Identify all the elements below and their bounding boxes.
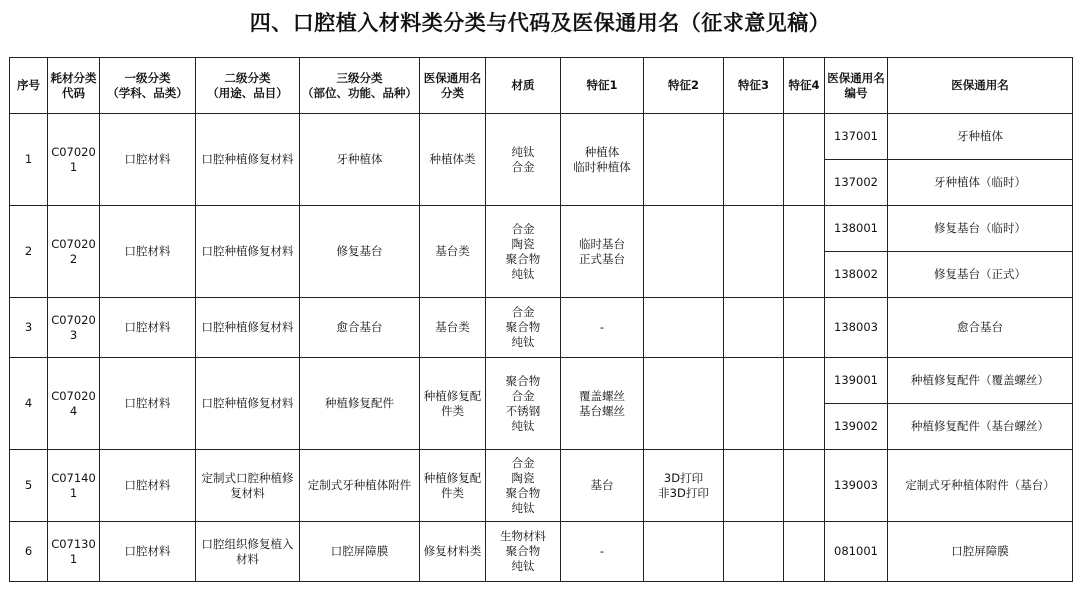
cell-name: 牙种植体（临时）	[888, 160, 1073, 206]
cell-name: 定制式牙种植体附件（基台）	[888, 450, 1073, 522]
cell-category: 种植修复配 件类	[420, 450, 486, 522]
header-feature3: 特征3	[724, 58, 784, 114]
cell-feature4	[784, 358, 825, 450]
cell-level3: 口腔屏障膜	[300, 522, 420, 582]
cell-seq: 6	[10, 522, 48, 582]
cell-feature2: 3D打印 非3D打印	[644, 450, 724, 522]
cell-feature2	[644, 206, 724, 298]
cell-feature3	[724, 114, 784, 206]
cell-level3: 种植修复配件	[300, 358, 420, 450]
cell-level2: 定制式口腔种植修 复材料	[196, 450, 300, 522]
cell-code: C070203	[48, 298, 100, 358]
header-level1: 一级分类 （学科、品类）	[100, 58, 196, 114]
cell-level3: 定制式牙种植体附件	[300, 450, 420, 522]
table-row	[10, 522, 1073, 582]
cell-feature2	[644, 298, 724, 358]
cell-level1: 口腔材料	[100, 114, 196, 206]
cell-name-number: 138003	[825, 298, 888, 358]
cell-category: 种植修复配 件类	[420, 358, 486, 450]
cell-category: 种植体类	[420, 114, 486, 206]
cell-name-number: 139001	[825, 358, 888, 404]
header-material: 材质	[486, 58, 561, 114]
cell-name-number: 139003	[825, 450, 888, 522]
table-row	[10, 206, 1073, 252]
header-name: 医保通用名	[888, 58, 1073, 114]
cell-level2: 口腔组织修复植入 材料	[196, 522, 300, 582]
cell-level2: 口腔种植修复材料	[196, 114, 300, 206]
table-row	[10, 450, 1073, 522]
header-feature1: 特征1	[561, 58, 644, 114]
cell-feature1: 种植体 临时种植体	[561, 114, 644, 206]
cell-feature1: 覆盖螺丝 基台螺丝	[561, 358, 644, 450]
cell-name-number: 137002	[825, 160, 888, 206]
cell-level2: 口腔种植修复材料	[196, 298, 300, 358]
header-row	[10, 58, 1073, 114]
cell-level2: 口腔种植修复材料	[196, 206, 300, 298]
cell-level3: 愈合基台	[300, 298, 420, 358]
header-category: 医保通用名 分类	[420, 58, 486, 114]
cell-level1: 口腔材料	[100, 450, 196, 522]
cell-name: 修复基台（正式）	[888, 252, 1073, 298]
cell-feature4	[784, 450, 825, 522]
cell-name: 愈合基台	[888, 298, 1073, 358]
cell-seq: 4	[10, 358, 48, 450]
header-seq: 序号	[10, 58, 48, 114]
cell-feature3	[724, 450, 784, 522]
cell-name: 种植修复配件（覆盖螺丝）	[888, 358, 1073, 404]
cell-level1: 口腔材料	[100, 522, 196, 582]
cell-level1: 口腔材料	[100, 358, 196, 450]
classification-table	[9, 57, 1073, 582]
header-code: 耗材分类 代码	[48, 58, 100, 114]
table-row	[10, 114, 1073, 160]
cell-seq: 3	[10, 298, 48, 358]
cell-level1: 口腔材料	[100, 206, 196, 298]
cell-material: 合金 聚合物 纯钛	[486, 298, 561, 358]
cell-feature3	[724, 358, 784, 450]
cell-category: 基台类	[420, 298, 486, 358]
table-row	[10, 298, 1073, 358]
cell-category: 修复材料类	[420, 522, 486, 582]
cell-seq: 2	[10, 206, 48, 298]
cell-feature3	[724, 298, 784, 358]
header-level2: 二级分类 （用途、品目）	[196, 58, 300, 114]
cell-level3: 修复基台	[300, 206, 420, 298]
cell-feature1: 基台	[561, 450, 644, 522]
cell-category: 基台类	[420, 206, 486, 298]
cell-material: 合金 陶瓷 聚合物 纯钛	[486, 206, 561, 298]
cell-seq: 1	[10, 114, 48, 206]
cell-level1: 口腔材料	[100, 298, 196, 358]
cell-name-number: 138002	[825, 252, 888, 298]
cell-feature2	[644, 522, 724, 582]
cell-name-number: 138001	[825, 206, 888, 252]
cell-name: 牙种植体	[888, 114, 1073, 160]
cell-feature1: -	[561, 522, 644, 582]
cell-code: C070202	[48, 206, 100, 298]
cell-feature3	[724, 206, 784, 298]
cell-feature3	[724, 522, 784, 582]
cell-feature4	[784, 206, 825, 298]
cell-seq: 5	[10, 450, 48, 522]
cell-feature1: -	[561, 298, 644, 358]
cell-material: 合金 陶瓷 聚合物 纯钛	[486, 450, 561, 522]
header-feature2: 特征2	[644, 58, 724, 114]
header-name-number: 医保通用名 编号	[825, 58, 888, 114]
cell-level2: 口腔种植修复材料	[196, 358, 300, 450]
cell-name: 种植修复配件（基台螺丝）	[888, 404, 1073, 450]
cell-name-number: 081001	[825, 522, 888, 582]
cell-material: 生物材料 聚合物 纯钛	[486, 522, 561, 582]
cell-material: 纯钛 合金	[486, 114, 561, 206]
cell-feature1: 临时基台 正式基台	[561, 206, 644, 298]
cell-code: C071301	[48, 522, 100, 582]
cell-feature2	[644, 114, 724, 206]
header-feature4: 特征4	[784, 58, 825, 114]
cell-feature4	[784, 298, 825, 358]
cell-name: 口腔屏障膜	[888, 522, 1073, 582]
table-row	[10, 358, 1073, 404]
cell-name-number: 137001	[825, 114, 888, 160]
cell-code: C070201	[48, 114, 100, 206]
document-title: 四、口腔植入材料类分类与代码及医保通用名（征求意见稿）	[249, 10, 831, 35]
cell-feature4	[784, 114, 825, 206]
cell-name: 修复基台（临时）	[888, 206, 1073, 252]
cell-code: C070204	[48, 358, 100, 450]
cell-feature2	[644, 358, 724, 450]
cell-level3: 牙种植体	[300, 114, 420, 206]
header-level3: 三级分类 （部位、功能、品种）	[300, 58, 420, 114]
cell-material: 聚合物 合金 不锈钢 纯钛	[486, 358, 561, 450]
cell-name-number: 139002	[825, 404, 888, 450]
cell-feature4	[784, 522, 825, 582]
cell-code: C071401	[48, 450, 100, 522]
